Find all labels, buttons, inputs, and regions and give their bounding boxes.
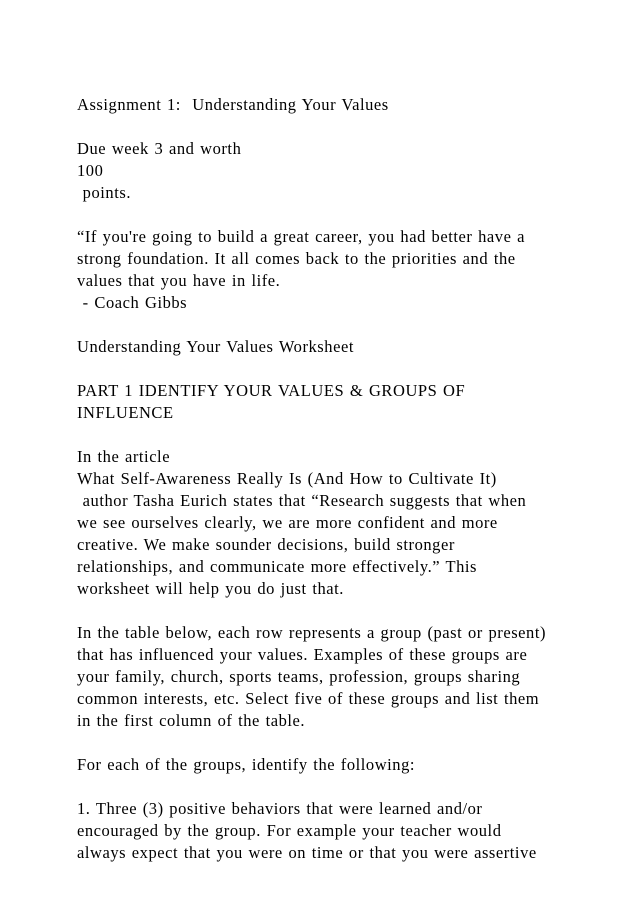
points-label: points. bbox=[77, 183, 131, 202]
paragraph-line: your family, church, sports teams, profession, groups sharing bbox=[77, 667, 521, 686]
paragraph-line: relationships, and communicate more effectively.” This bbox=[77, 557, 478, 576]
blank-line bbox=[77, 424, 617, 446]
paragraph-line: worksheet will help you do just that. bbox=[77, 579, 344, 598]
paragraph-line: creative. We make sounder decisions, build stronger bbox=[77, 535, 455, 554]
part-heading: INFLUENCE bbox=[77, 403, 174, 422]
quote-line: strong foundation. It all comes back to the priorities and the bbox=[77, 249, 516, 268]
blank-line bbox=[77, 358, 617, 380]
list-item-line: 1. Three (3) positive behaviors that were learned and/or bbox=[77, 799, 483, 818]
blank-line bbox=[77, 116, 617, 138]
due-line: Due week 3 and worth bbox=[77, 139, 242, 158]
list-item-line: always expect that you were on time or that you were assertive bbox=[77, 843, 537, 862]
article-title: What Self-Awareness Really Is (And How to Cultivate It) bbox=[77, 469, 497, 488]
blank-line bbox=[77, 732, 617, 754]
blank-line bbox=[77, 600, 617, 622]
blank-line bbox=[77, 776, 617, 798]
paragraph-line: In the article bbox=[77, 447, 171, 466]
points-value: 100 bbox=[77, 161, 104, 180]
paragraph-line: common interests, etc. Select five of these groups and list them bbox=[77, 689, 540, 708]
quote-line: “If you're going to build a great career, you had better have a bbox=[77, 227, 525, 246]
worksheet-heading: Understanding Your Values Worksheet bbox=[77, 337, 354, 356]
paragraph-line: we see ourselves clearly, we are more confident and more bbox=[77, 513, 498, 532]
assignment-title: Assignment 1: Understanding Your Values bbox=[77, 95, 389, 114]
paragraph-line: For each of the groups, identify the following: bbox=[77, 755, 416, 774]
paragraph-line: In the table below, each row represents a group (past or present) bbox=[77, 623, 547, 642]
blank-line bbox=[77, 314, 617, 336]
list-item-line: encouraged by the group. For example your teacher would bbox=[77, 821, 502, 840]
blank-line bbox=[77, 204, 617, 226]
quote-attribution: - Coach Gibbs bbox=[77, 293, 188, 312]
paragraph-line: author Tasha Eurich states that “Research suggests that when bbox=[77, 491, 527, 510]
part-heading: PART 1 IDENTIFY YOUR VALUES & GROUPS OF bbox=[77, 381, 466, 400]
quote-line: values that you have in life. bbox=[77, 271, 281, 290]
paragraph-line: that has influenced your values. Examples of these groups are bbox=[77, 645, 528, 664]
paragraph-line: in the first column of the table. bbox=[77, 711, 306, 730]
document-body bbox=[77, 94, 617, 864]
